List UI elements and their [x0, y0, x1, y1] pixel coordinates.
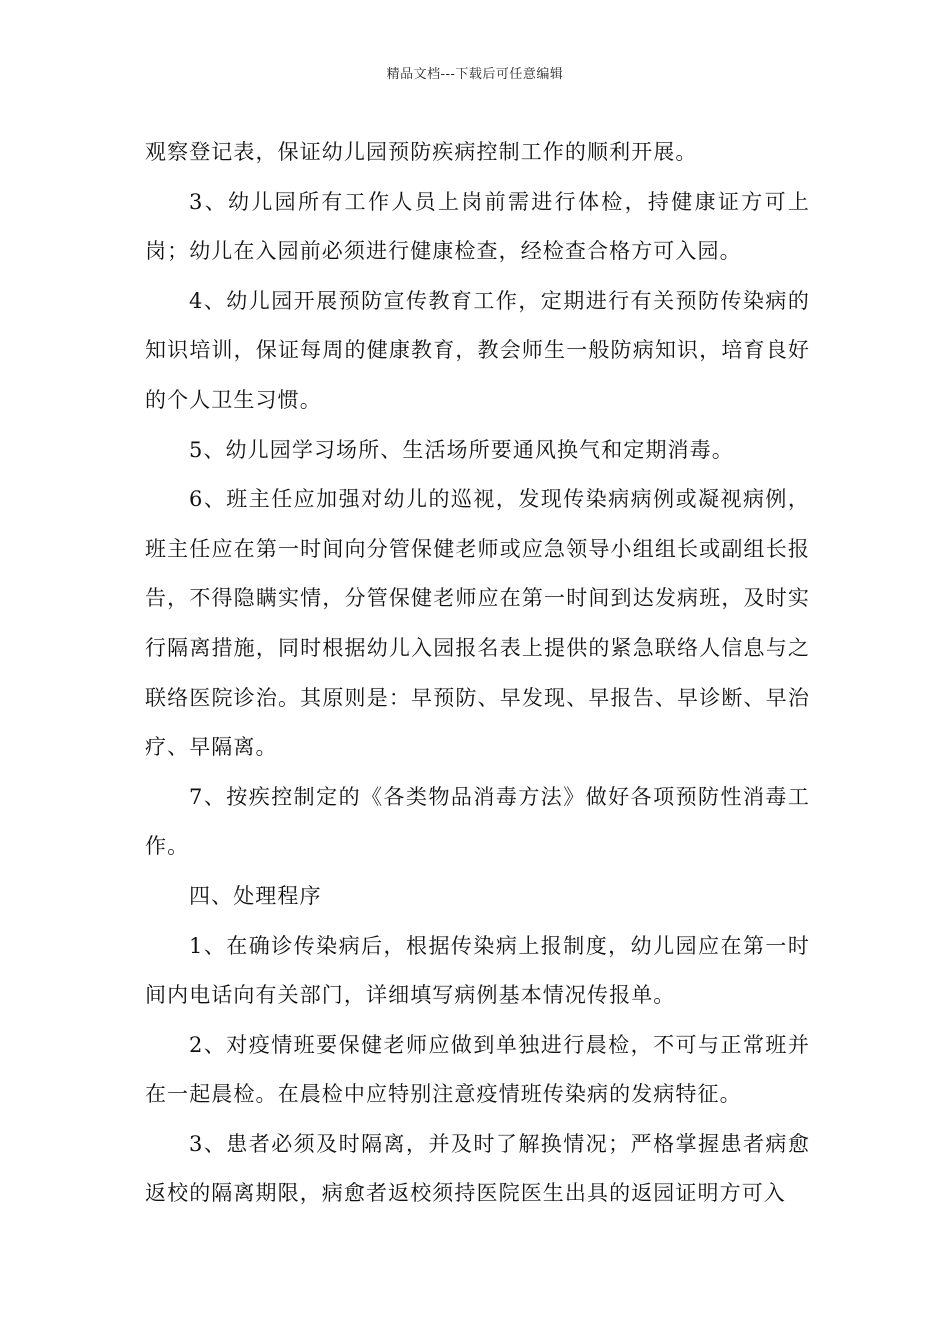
- paragraph-item-4: 4、幼儿园开展预防宣传教育工作，定期进行有关预防传染病的知识培训，保证每周的健康教育，教会师生一般防病知识，培育良好的个人卫生习惯。: [145, 288, 810, 412]
- document-body: [145, 128, 810, 1219]
- paragraph-item-3: 3、幼儿园所有工作人员上岗前需进行体检，持健康证方可上岗；幼儿在入园前必须进行健康检查，经检查合格方可入园。: [145, 189, 810, 264]
- page-header: 精品文档---下载后可任意编辑: [386, 67, 564, 82]
- section-heading-procedure: 四、处理程序: [189, 883, 322, 908]
- paragraph-item-7: 7、按疾控制定的《各类物品消毒方法》做好各项预防性消毒工作。: [145, 784, 810, 859]
- paragraph-item-5: 5、幼儿园学习场所、生活场所要通风换气和定期消毒。: [189, 437, 734, 462]
- paragraph-continuation: 观察登记表，保证幼儿园预防疾病控制工作的顺利开展。: [145, 140, 698, 164]
- paragraph-procedure-3: 3、患者必须及时隔离，并及时了解换情况；严格掌握患者病愈返校的隔离期限，病愈者返校须持医院医生出具的返园证明方可入: [145, 1131, 810, 1206]
- paragraph-procedure-2: 2、对疫情班要保健老师应做到单独进行晨检，不可与正常班并在一起晨检。在晨检中应特别注意疫情班传染病的发病特征。: [145, 1032, 810, 1107]
- paragraph-item-6: 6、班主任应加强对幼儿的巡视，发现传染病病例或凝视病例，班主任应在第一时间向分管保健老师或应急领导小组组长或副组长报告，不得隐瞒实情，分管保健老师应在第一时间到达发病班，及时实行隔离措施，同时根据幼儿入园报名表上提供的紧急联络人信息与之联络医院诊治。其原则是：早预防、早发现、早报告、早诊断、早治疗、早隔离。: [145, 487, 810, 760]
- paragraph-procedure-1: 1、在确诊传染病后，根据传染病上报制度，幼儿园应在第一时间内电话向有关部门，详细填写病例基本情况传报单。: [145, 933, 810, 1008]
